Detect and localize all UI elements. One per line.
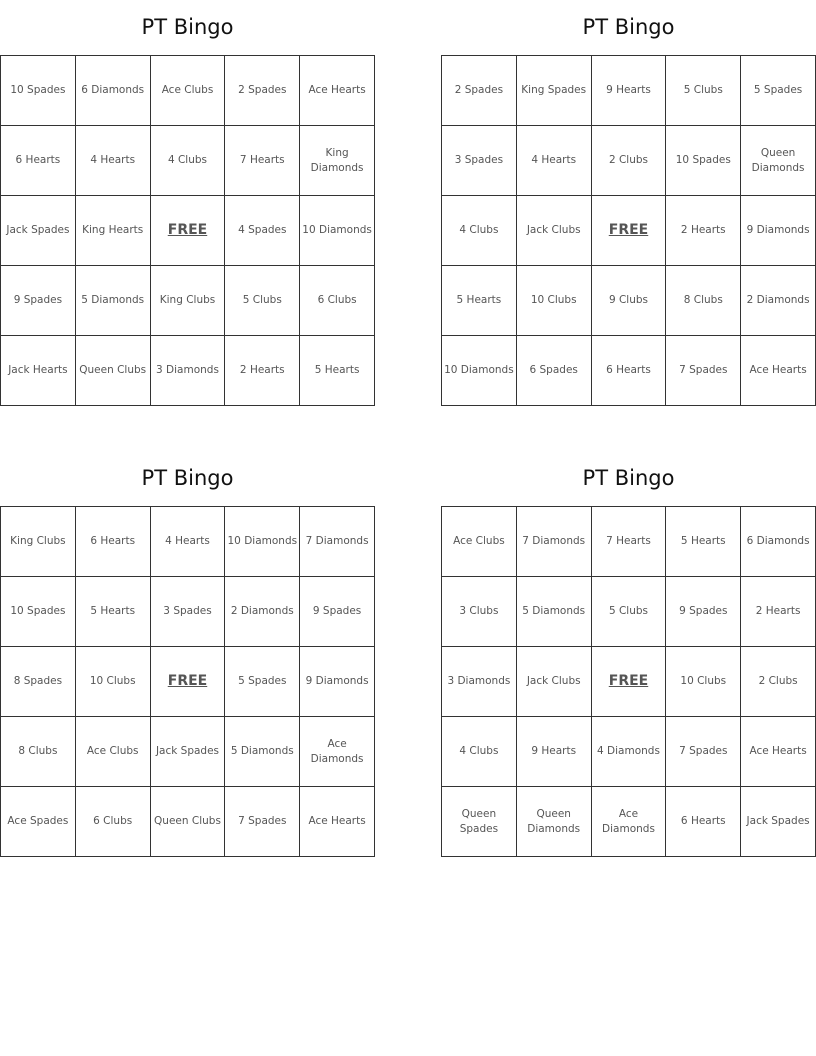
bingo-cell: 7 Spades bbox=[666, 717, 741, 787]
bingo-cell: 3 Diamonds bbox=[151, 336, 226, 406]
bingo-cell: 9 Hearts bbox=[592, 56, 667, 126]
bingo-cell: 2 Diamonds bbox=[741, 266, 816, 336]
bingo-cell: King Clubs bbox=[151, 266, 226, 336]
bingo-cell: 9 Diamonds bbox=[300, 647, 375, 717]
bingo-cell: 3 Diamonds bbox=[442, 647, 517, 717]
bingo-cell: 3 Spades bbox=[151, 577, 226, 647]
bingo-cell: 3 Clubs bbox=[442, 577, 517, 647]
bingo-cell: 10 Diamonds bbox=[225, 507, 300, 577]
bingo-cell: 6 Hearts bbox=[76, 507, 151, 577]
bingo-cell: 10 Clubs bbox=[666, 647, 741, 717]
free-cell: FREE bbox=[592, 647, 667, 717]
bingo-cell: 5 Hearts bbox=[76, 577, 151, 647]
free-cell: FREE bbox=[151, 647, 226, 717]
bingo-cell: 7 Spades bbox=[666, 336, 741, 406]
bingo-cell: Ace Hearts bbox=[300, 787, 375, 857]
bingo-cell: 5 Clubs bbox=[592, 577, 667, 647]
bingo-cell: 9 Spades bbox=[300, 577, 375, 647]
bingo-cell: 7 Hearts bbox=[592, 507, 667, 577]
bingo-cell: Ace Hearts bbox=[741, 336, 816, 406]
bingo-cell: 7 Spades bbox=[225, 787, 300, 857]
bingo-grid bbox=[441, 506, 816, 857]
bingo-cell: 10 Clubs bbox=[517, 266, 592, 336]
card-title: PT Bingo bbox=[582, 15, 675, 39]
bingo-cell: 4 Hearts bbox=[517, 126, 592, 196]
bingo-cell: 5 Spades bbox=[225, 647, 300, 717]
bingo-cell: 10 Diamonds bbox=[300, 196, 375, 266]
bingo-cell: Queen Clubs bbox=[151, 787, 226, 857]
bingo-cell: Queen Diamonds bbox=[741, 126, 816, 196]
bingo-cell: 9 Diamonds bbox=[741, 196, 816, 266]
bingo-cell: 2 Clubs bbox=[741, 647, 816, 717]
bingo-cell: 2 Diamonds bbox=[225, 577, 300, 647]
bingo-cell: 6 Spades bbox=[517, 336, 592, 406]
bingo-cell: Queen Spades bbox=[442, 787, 517, 857]
bingo-cell: 4 Hearts bbox=[151, 507, 226, 577]
bingo-cell: 6 Diamonds bbox=[76, 56, 151, 126]
bingo-cell: 9 Clubs bbox=[592, 266, 667, 336]
bingo-cell: Ace Clubs bbox=[76, 717, 151, 787]
bingo-cell: 5 Clubs bbox=[225, 266, 300, 336]
bingo-cell: 8 Spades bbox=[1, 647, 76, 717]
bingo-cell: 10 Spades bbox=[1, 577, 76, 647]
bingo-cell: King Diamonds bbox=[300, 126, 375, 196]
bingo-cell: Jack Spades bbox=[151, 717, 226, 787]
bingo-cell: 4 Hearts bbox=[76, 126, 151, 196]
bingo-cell: 2 Spades bbox=[225, 56, 300, 126]
bingo-cell: 2 Hearts bbox=[741, 577, 816, 647]
bingo-cell: 5 Diamonds bbox=[517, 577, 592, 647]
bingo-grid bbox=[441, 55, 816, 406]
bingo-cell: Ace Diamonds bbox=[300, 717, 375, 787]
bingo-cell: 5 Hearts bbox=[442, 266, 517, 336]
bingo-cell: Jack Hearts bbox=[1, 336, 76, 406]
bingo-cell: 6 Hearts bbox=[1, 126, 76, 196]
bingo-cell: 9 Spades bbox=[666, 577, 741, 647]
bingo-cell: 5 Diamonds bbox=[225, 717, 300, 787]
bingo-cell: 2 Clubs bbox=[592, 126, 667, 196]
bingo-cell: 10 Spades bbox=[666, 126, 741, 196]
bingo-cell: 8 Clubs bbox=[1, 717, 76, 787]
bingo-cell: Jack Spades bbox=[1, 196, 76, 266]
bingo-cell: 5 Clubs bbox=[666, 56, 741, 126]
bingo-cell: 7 Hearts bbox=[225, 126, 300, 196]
bingo-cell: 9 Spades bbox=[1, 266, 76, 336]
bingo-card-1 bbox=[0, 0, 375, 406]
bingo-cell: Jack Spades bbox=[741, 787, 816, 857]
free-cell: FREE bbox=[592, 196, 667, 266]
bingo-cell: 4 Clubs bbox=[151, 126, 226, 196]
bingo-cell: 4 Clubs bbox=[442, 717, 517, 787]
bingo-cell: King Hearts bbox=[76, 196, 151, 266]
bingo-cell: 10 Diamonds bbox=[442, 336, 517, 406]
bingo-grid bbox=[0, 55, 375, 406]
bingo-cell: 6 Diamonds bbox=[741, 507, 816, 577]
bingo-cell: Ace Diamonds bbox=[592, 787, 667, 857]
bingo-cell: 5 Diamonds bbox=[76, 266, 151, 336]
bingo-cell: Ace Spades bbox=[1, 787, 76, 857]
bingo-cell: 5 Spades bbox=[741, 56, 816, 126]
card-title: PT Bingo bbox=[141, 466, 234, 490]
bingo-cell: 4 Diamonds bbox=[592, 717, 667, 787]
bingo-cell: 2 Spades bbox=[442, 56, 517, 126]
card-title: PT Bingo bbox=[582, 466, 675, 490]
bingo-cell: 7 Diamonds bbox=[517, 507, 592, 577]
bingo-cell: 6 Clubs bbox=[300, 266, 375, 336]
bingo-cell: King Spades bbox=[517, 56, 592, 126]
bingo-card-4 bbox=[441, 451, 816, 857]
bingo-cell: 6 Clubs bbox=[76, 787, 151, 857]
bingo-cell: 4 Clubs bbox=[442, 196, 517, 266]
bingo-grid bbox=[0, 506, 375, 857]
bingo-cell: 5 Hearts bbox=[666, 507, 741, 577]
free-cell: FREE bbox=[151, 196, 226, 266]
bingo-cell: 6 Hearts bbox=[666, 787, 741, 857]
card-title: PT Bingo bbox=[141, 15, 234, 39]
bingo-cell: Ace Hearts bbox=[741, 717, 816, 787]
bingo-cell: 4 Spades bbox=[225, 196, 300, 266]
bingo-cell: 2 Hearts bbox=[225, 336, 300, 406]
bingo-cell: 10 Spades bbox=[1, 56, 76, 126]
bingo-cell: Ace Clubs bbox=[151, 56, 226, 126]
bingo-cell: Ace Hearts bbox=[300, 56, 375, 126]
bingo-cell: 7 Diamonds bbox=[300, 507, 375, 577]
bingo-cell: Jack Clubs bbox=[517, 196, 592, 266]
bingo-cell: Queen Diamonds bbox=[517, 787, 592, 857]
bingo-cell: 10 Clubs bbox=[76, 647, 151, 717]
bingo-cell: 3 Spades bbox=[442, 126, 517, 196]
bingo-cell: 9 Hearts bbox=[517, 717, 592, 787]
bingo-card-2 bbox=[441, 0, 816, 406]
bingo-cell: Jack Clubs bbox=[517, 647, 592, 717]
bingo-cell: 6 Hearts bbox=[592, 336, 667, 406]
bingo-cell: Queen Clubs bbox=[76, 336, 151, 406]
bingo-cell: King Clubs bbox=[1, 507, 76, 577]
bingo-cell: 8 Clubs bbox=[666, 266, 741, 336]
bingo-cell: 5 Hearts bbox=[300, 336, 375, 406]
bingo-cell: 2 Hearts bbox=[666, 196, 741, 266]
bingo-cell: Ace Clubs bbox=[442, 507, 517, 577]
bingo-card-3 bbox=[0, 451, 375, 857]
